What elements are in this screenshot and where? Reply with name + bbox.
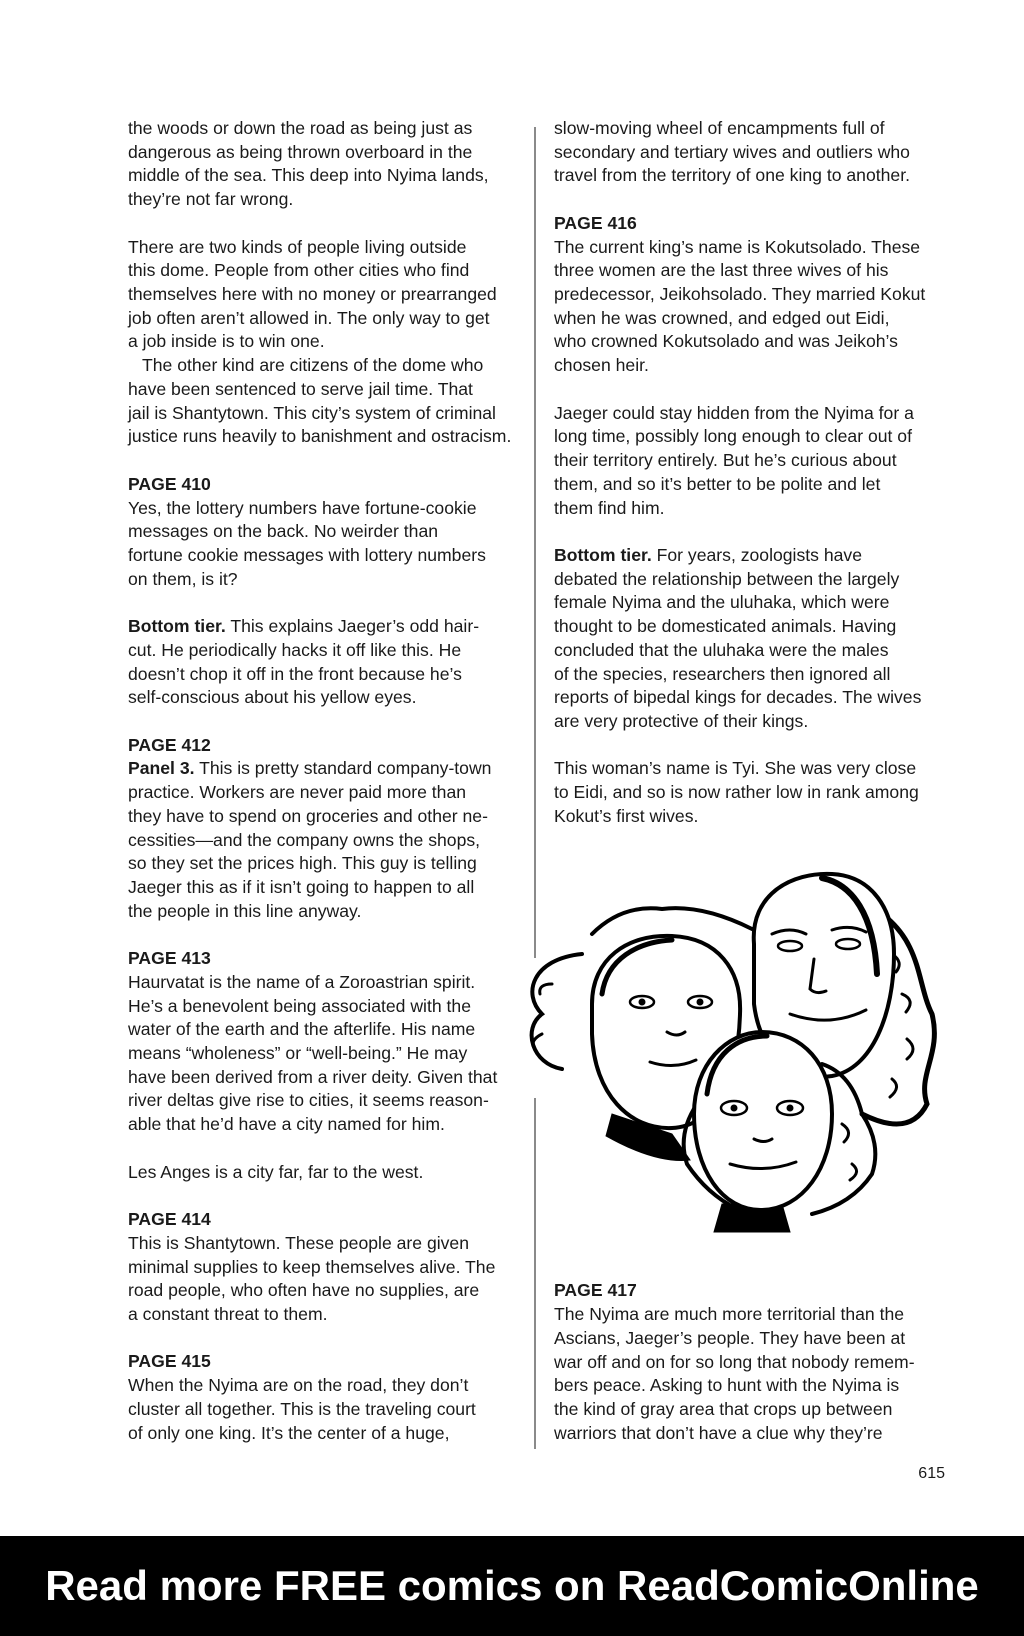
text-line: warriors that don’t have a clue why they’re <box>554 1422 883 1443</box>
text-line: themselves here with no money or prearranged <box>128 284 497 305</box>
lead-in-label: Bottom tier. <box>554 544 652 565</box>
text-line: war off and on for so long that nobody remem- <box>554 1351 915 1372</box>
text-line: slow-moving wheel of encampments full of <box>554 118 885 138</box>
text-line: Haurvatat is the name of a Zoroastrian spirit. <box>128 971 476 992</box>
left-text-column <box>128 117 518 1445</box>
page-heading: PAGE 416 <box>554 212 637 233</box>
page-heading: PAGE 413 <box>128 948 211 969</box>
text-line: cluster all together. This is the traveling court <box>128 1398 476 1419</box>
text-line: the kind of gray area that crops up between <box>554 1399 893 1420</box>
text-line-body: This explains Jaeger’s odd hair- <box>225 616 480 637</box>
blank-line <box>554 188 954 212</box>
text-line: self-conscious about his yellow eyes. <box>128 687 417 708</box>
text-line: they’re not far wrong. <box>128 189 294 210</box>
page-heading: PAGE 410 <box>128 473 211 494</box>
text-line: the people in this line anyway. <box>128 900 362 921</box>
text-line: Les Anges is a city far, far to the west. <box>128 1161 424 1182</box>
text-line: of the species, researchers then ignored all <box>554 663 891 684</box>
text-line: reports of bipedal kings for decades. The wives <box>554 687 922 708</box>
text-line: This woman’s name is Tyi. She was very close <box>554 758 917 779</box>
text-line: a job inside is to win one. <box>128 331 325 352</box>
text-line: There are two kinds of people living outside <box>128 236 467 257</box>
text-line-body: This is pretty standard company-town <box>194 758 492 779</box>
three-women-illustration <box>522 864 952 1242</box>
text-line: cessities—and the company owns the shops, <box>128 829 481 850</box>
text-line: of only one king. It’s the center of a huge, <box>128 1422 450 1443</box>
text-line: the woods or down the road as being just as <box>128 118 473 138</box>
text-line: Jaeger this as if it isn’t going to happen to all <box>128 877 475 897</box>
text-line: predecessor, Jeikohsolado. They married Kokut <box>554 284 926 305</box>
page-number: 615 <box>918 1465 945 1482</box>
page-heading: PAGE 417 <box>554 1280 637 1301</box>
text-line <box>554 544 954 568</box>
blank-line <box>554 734 954 758</box>
promo-banner-text: Read more FREE comics on ReadComicOnline <box>45 1562 979 1609</box>
blank-line <box>128 710 518 734</box>
text-line: bers peace. Asking to hunt with the Nyima is <box>554 1375 900 1396</box>
page-heading: PAGE 414 <box>128 1209 211 1230</box>
text-line: have been sentenced to serve jail time. That <box>128 378 473 399</box>
text-line: who crowned Kokutsolado and was Jeikoh’s <box>554 331 898 352</box>
text-line: able that he’d have a city named for him. <box>128 1114 445 1135</box>
text-line: practice. Workers are never paid more than <box>128 782 467 803</box>
blank-line <box>128 212 518 236</box>
text-line: doesn’t chop it off in the front because he’s <box>128 663 462 684</box>
text-line: The current king’s name is Kokutsolado. These <box>554 236 921 257</box>
blank-line <box>128 1184 518 1208</box>
text-line: He’s a benevolent being associated with the <box>128 995 471 1016</box>
right-text-column <box>554 117 954 1445</box>
text-line: thought to be domesticated animals. Having <box>554 616 897 637</box>
text-line: water of the earth and the afterlife. His name <box>128 1019 476 1040</box>
blank-line <box>128 1137 518 1161</box>
text-line: fortune cookie messages with lottery numbers <box>128 544 486 565</box>
text-line: concluded that the uluhaka were the males <box>554 639 889 660</box>
text-line: middle of the sea. This deep into Nyima lands, <box>128 165 489 186</box>
text-line: have been derived from a river deity. Given that <box>128 1066 498 1087</box>
text-line: on them, is it? <box>128 568 238 589</box>
text-line: job often aren’t allowed in. The only way to get <box>128 307 490 328</box>
text-line: road people, who often have no supplies, are <box>128 1280 480 1301</box>
text-line: long time, possibly long enough to clear out of <box>554 426 912 447</box>
text-line: secondary and tertiary wives and outliers who <box>554 141 910 162</box>
text-line: river deltas give rise to cities, it seems reason- <box>128 1090 489 1111</box>
text-line: debated the relationship between the largely <box>554 568 900 589</box>
text-line: travel from the territory of one king to another. <box>554 165 910 186</box>
text-line: cut. He periodically hacks it off like this. He <box>128 639 462 660</box>
text-line: Yes, the lottery numbers have fortune-cookie <box>128 497 477 518</box>
lead-in-label: Bottom tier. <box>128 616 226 637</box>
text-line: Jaeger could stay hidden from the Nyima for a <box>554 402 914 423</box>
text-line: this dome. People from other cities who find <box>128 260 470 281</box>
text-line: Kokut’s first wives. <box>554 805 699 826</box>
text-line: The other kind are citizens of the dome who <box>142 355 484 376</box>
text-line: jail is Shantytown. This city’s system of criminal <box>128 402 496 423</box>
text-line: minimal supplies to keep themselves alive. The <box>128 1256 496 1277</box>
blank-line <box>128 449 518 473</box>
promo-banner[interactable] <box>0 1536 1024 1636</box>
blank-line <box>128 591 518 615</box>
text-line: This is Shantytown. These people are given <box>128 1232 469 1253</box>
text-line: messages on the back. No weirder than <box>128 521 439 542</box>
blank-line <box>128 923 518 947</box>
text-line: their territory entirely. But he’s curious about <box>554 450 897 471</box>
text-line: means “wholeness” or “well-being.” He may <box>128 1043 468 1064</box>
text-line: When the Nyima are on the road, they don’t <box>128 1375 469 1396</box>
lead-in-label: Panel 3. <box>128 758 195 779</box>
text-line <box>128 615 518 639</box>
page-heading: PAGE 412 <box>128 734 211 755</box>
text-line: so they set the prices high. This guy is telling <box>128 853 477 874</box>
text-line: dangerous as being thrown overboard in the <box>128 141 473 162</box>
text-line: Ascians, Jaeger’s people. They have been at <box>554 1327 906 1348</box>
text-line-body: For years, zoologists have <box>651 544 862 565</box>
text-line: a constant threat to them. <box>128 1303 328 1324</box>
text-line: them find him. <box>554 497 665 518</box>
blank-line <box>554 378 954 402</box>
text-line: when he was crowned, and edged out Eidi, <box>554 307 890 328</box>
blank-line <box>554 520 954 544</box>
text-line <box>128 757 518 781</box>
text-line: The Nyima are much more territorial than the <box>554 1304 905 1325</box>
text-line: they have to spend on groceries and other ne- <box>128 805 488 826</box>
page-heading: PAGE 415 <box>128 1351 211 1372</box>
text-line: female Nyima and the uluhaka, which were <box>554 592 890 613</box>
text-line: justice runs heavily to banishment and ostracism. <box>128 426 512 447</box>
text-line: chosen heir. <box>554 355 649 376</box>
text-line: three women are the last three wives of his <box>554 260 889 281</box>
text-line: them, and so it’s better to be polite and let <box>554 473 881 494</box>
column-divider <box>534 127 536 958</box>
text-line: to Eidi, and so is now rather low in rank among <box>554 782 919 803</box>
text-line: are very protective of their kings. <box>554 710 809 731</box>
blank-line <box>128 1327 518 1351</box>
